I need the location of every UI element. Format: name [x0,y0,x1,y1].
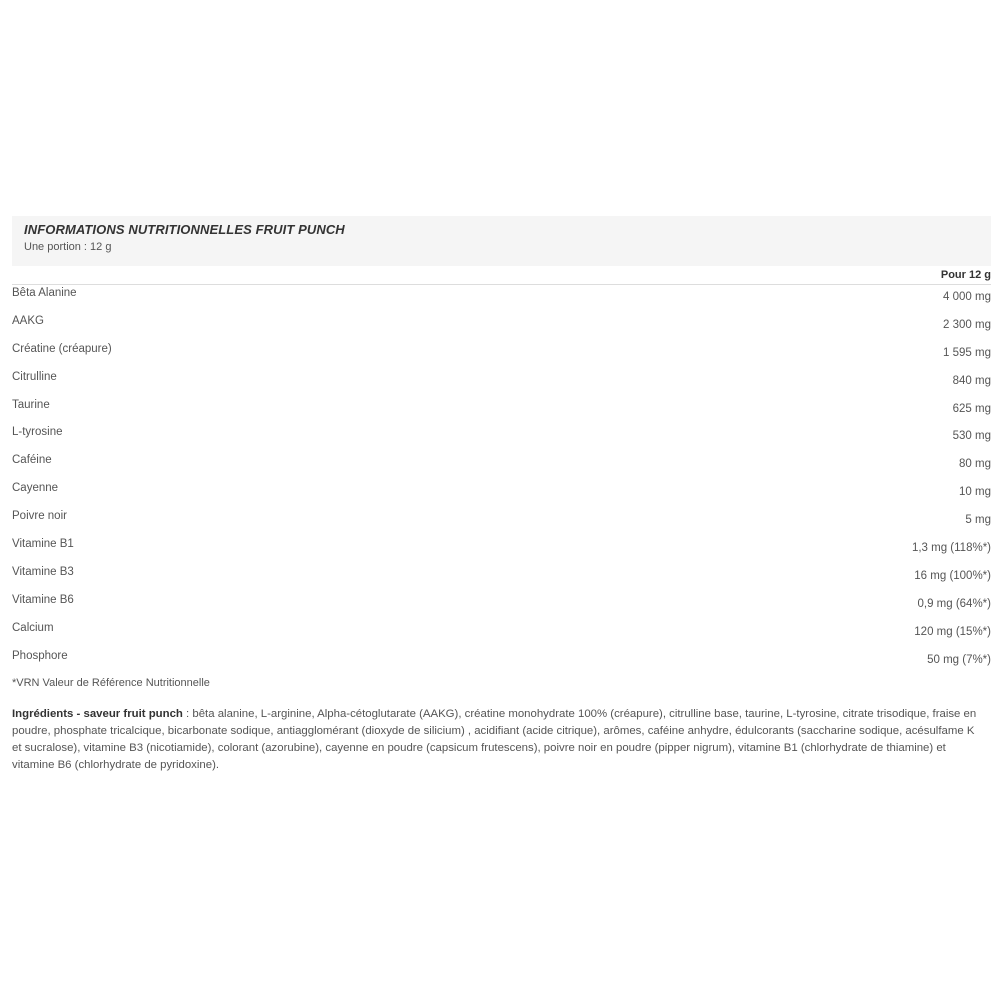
table-row [12,424,991,452]
nutrient-value: 10 mg [959,486,991,499]
nutrient-value: 120 mg (15%*) [914,625,991,638]
nutrient-name: Citrulline [12,370,57,383]
nutrient-value: 625 mg [952,402,991,415]
table-row [12,480,991,508]
nutrient-value: 1 595 mg [943,346,991,359]
nutrition-header [12,216,991,266]
footnote: *VRN Valeur de Référence Nutritionnelle [12,677,210,690]
nutrient-name: Vitamine B6 [12,593,74,606]
nutrient-name: Calcium [12,621,54,634]
nutrient-value: 50 mg (7%*) [927,653,991,666]
nutrient-name: Cayenne [12,482,59,495]
nutrient-name: Bêta Alanine [12,287,77,299]
nutrition-title: INFORMATIONS NUTRITIONNELLES FRUIT PUNCH [24,222,345,237]
nutrient-name: L-tyrosine [12,426,63,439]
nutrient-value: 2 300 mg [943,318,991,331]
nutrient-value: 5 mg [965,514,991,527]
nutrient-name: Caféine [12,454,52,467]
nutrition-panel [12,216,991,691]
table-row [12,648,991,676]
table-row [12,369,991,397]
table-row [12,508,991,536]
column-header: Pour 12 g [12,266,991,285]
table-row [12,452,991,480]
nutrient-value: 840 mg [952,374,991,387]
table-row [12,564,991,592]
nutrient-name: Vitamine B3 [12,565,74,578]
nutrient-value: 0,9 mg (64%*) [917,597,991,610]
ingredients-label: Ingrédients - saveur fruit punch [12,708,183,720]
nutrient-value: 80 mg [959,458,991,471]
nutrient-value: 1,3 mg (118%*) [911,542,991,555]
nutrient-name: Poivre noir [12,510,67,523]
table-row [12,620,991,648]
nutrient-name: Phosphore [12,649,68,662]
table-row [12,341,991,369]
table-row [12,536,991,564]
nutrient-name: Créatine (créapure) [12,342,112,355]
nutrient-value: 16 mg (100%*) [914,569,991,582]
nutrient-name: Taurine [12,398,50,411]
nutrient-value: 4 000 mg [943,291,991,303]
nutrient-name: AAKG [12,314,44,327]
table-row [12,397,991,425]
nutrient-value: 530 mg [952,430,991,443]
table-row [12,592,991,620]
ingredients-paragraph [12,706,987,774]
ingredients-text: : bêta alanine, L-arginine, Alpha-cétoglutarate (AAKG), créatine monohydrate 100% (créapure), citrulline base, taurine, L-tyrosine, citrate trisodique, fraise en poudre, phosphate tricalcique, bicarbonate sodique, antiagglomérant (dioxyde de silicium) , acidifiant (acide citrique), arômes, caféine anhydre, édulcorants (saccharine sodique, acésulfame K et sucralose), vitamine B3 (nicotiamide), colorant (azorubine), cayenne en poudre (capsicum frutescens), poivre noir en poudre (pipper nigrum), vitamine B1 (chlorhydrate de thiamine) et vitamine B6 (chlorhydrate de pyridoxine). [12,708,977,771]
serving-size: Une portion : 12 g [24,241,112,253]
table-row [12,285,991,313]
nutrition-table [12,285,991,675]
table-row [12,313,991,341]
nutrient-name: Vitamine B1 [12,538,74,551]
